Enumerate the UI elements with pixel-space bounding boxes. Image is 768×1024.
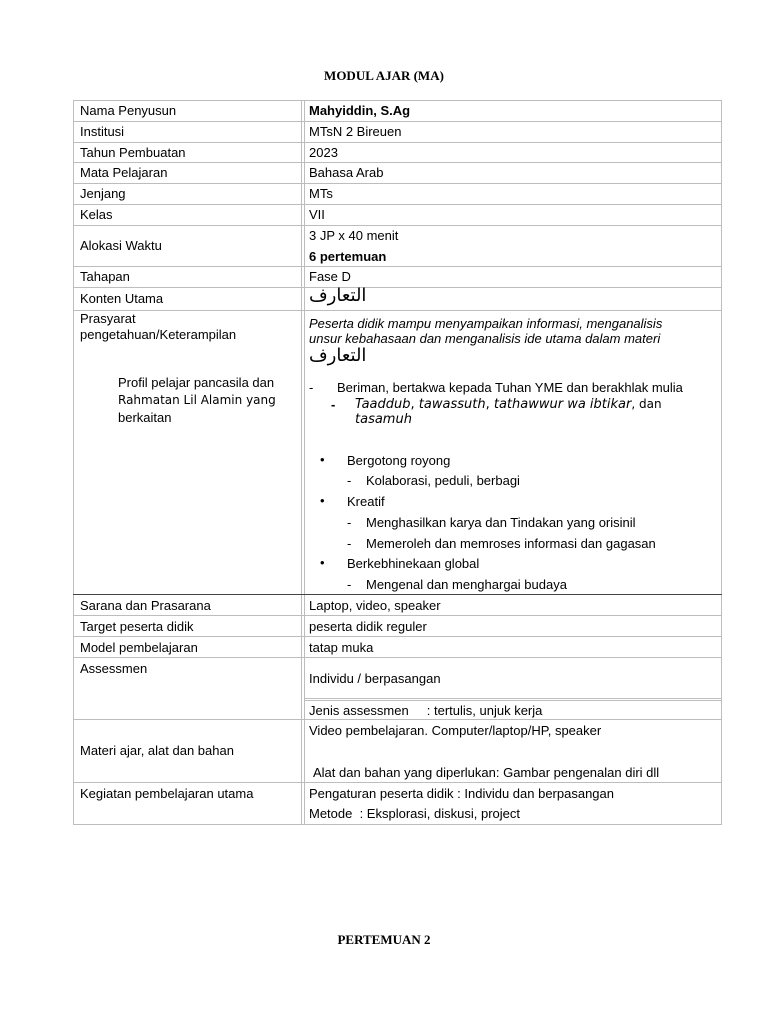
value-jenis-assessmen: Jenis assessmen : tertulis, unjuk kerja (309, 703, 543, 718)
label-pengetahuan-keterampilan: pengetahuan/Keterampilan (80, 327, 237, 342)
section-title-pertemuan: PERTEMUAN 2 (337, 932, 431, 947)
value-mata-pelajaran: Bahasa Arab (309, 165, 384, 180)
label-berkaitan: berkaitan (118, 410, 172, 425)
label-tahun-pembuatan: Tahun Pembuatan (80, 145, 186, 160)
label-profil-pelajar: Profil pelajar pancasila dan (118, 375, 275, 390)
label-kegiatan: Kegiatan pembelajaran utama (80, 786, 254, 801)
value-kelas: VII (309, 207, 325, 222)
value-alokasi-pertemuan: 6 pertemuan (309, 249, 387, 264)
bullet-icon: • (320, 493, 325, 508)
dash-marker: - (347, 577, 352, 592)
label-prasyarat: Prasyarat (80, 311, 136, 326)
label-sarana: Sarana dan Prasarana (80, 598, 211, 613)
label-kelas: Kelas (80, 207, 113, 222)
profil-memeroleh: Memeroleh dan memroses informasi dan gagasan (366, 536, 656, 551)
profil-karya: Menghasilkan karya dan Tindakan yang orisinil (366, 515, 636, 530)
value-nama-penyusun: Mahyiddin, S.Ag (309, 103, 411, 118)
value-prasyarat-arab: التعارف (309, 345, 367, 366)
value-sarana: Laptop, video, speaker (309, 598, 441, 613)
value-jenjang: MTs (309, 186, 333, 201)
profil-moderasi-line: Taaddub, tawassuth, tathawwur wa ibtikar, dan (355, 397, 662, 412)
profil-beriman: Beriman, bertakwa kepada Tuhan YME dan berakhlak mulia (337, 380, 683, 395)
profil-budaya: Mengenal dan menghargai budaya (366, 577, 567, 592)
profil-berkebhinekaan: Berkebhinekaan global (347, 556, 480, 571)
profil-tasamuh: tasamuh (355, 412, 412, 427)
label-jenjang: Jenjang (80, 186, 126, 201)
dash-marker: - (347, 515, 352, 530)
value-prasyarat-2: unsur kebahasaan dan menganalisis ide utama dalam materi (309, 331, 661, 346)
value-tahapan: Fase D (309, 269, 351, 284)
label-model: Model pembelajaran (80, 640, 198, 655)
value-materi-1: Video pembelajaran. Computer/laptop/HP, speaker (309, 723, 602, 738)
value-institusi: MTsN 2 Bireuen (309, 124, 402, 139)
profil-kolaborasi: Kolaborasi, peduli, berbagi (366, 473, 520, 488)
bullet-icon: • (320, 555, 325, 570)
value-materi-2: Alat dan bahan yang diperlukan: Gambar pengenalan diri dll (313, 765, 660, 780)
value-alokasi-jp: 3 JP x 40 menit (309, 228, 399, 243)
bullet-icon: • (320, 452, 325, 467)
value-model: tatap muka (309, 640, 374, 655)
label-target: Target peserta didik (80, 619, 194, 634)
label-tahapan: Tahapan (80, 269, 130, 284)
value-kegiatan-1: Pengaturan peserta didik : Individu dan berpasangan (309, 786, 614, 801)
label-materi: Materi ajar, alat dan bahan (80, 743, 234, 758)
label-nama-penyusun: Nama Penyusun (80, 103, 177, 118)
dash-marker: - (347, 536, 352, 551)
profil-gotong-royong: Bergotong royong (347, 453, 451, 468)
label-institusi: Institusi (80, 124, 125, 139)
label-assessmen: Assessmen (80, 661, 148, 676)
profil-kreatif: Kreatif (347, 494, 385, 509)
value-assessmen: Individu / berpasangan (309, 671, 441, 686)
label-alokasi-waktu: Alokasi Waktu (80, 238, 162, 253)
label-mata-pelajaran: Mata Pelajaran (80, 165, 168, 180)
value-kegiatan-2: Metode : Eksplorasi, diskusi, project (309, 806, 520, 821)
value-konten-arab: التعارف (309, 285, 367, 306)
value-prasyarat-1: Peserta didik mampu menyampaikan informasi, menganalisis (309, 316, 663, 331)
label-rahmatan: Rahmatan Lil Alamin yang (118, 393, 276, 407)
dash-marker: - (309, 380, 314, 395)
dash-marker: - (331, 397, 336, 412)
value-target: peserta didik reguler (309, 619, 427, 634)
dash-marker: - (347, 473, 352, 488)
value-tahun: 2023 (309, 145, 338, 160)
document-title: MODUL AJAR (MA) (324, 68, 444, 83)
label-konten-utama: Konten Utama (80, 291, 164, 306)
